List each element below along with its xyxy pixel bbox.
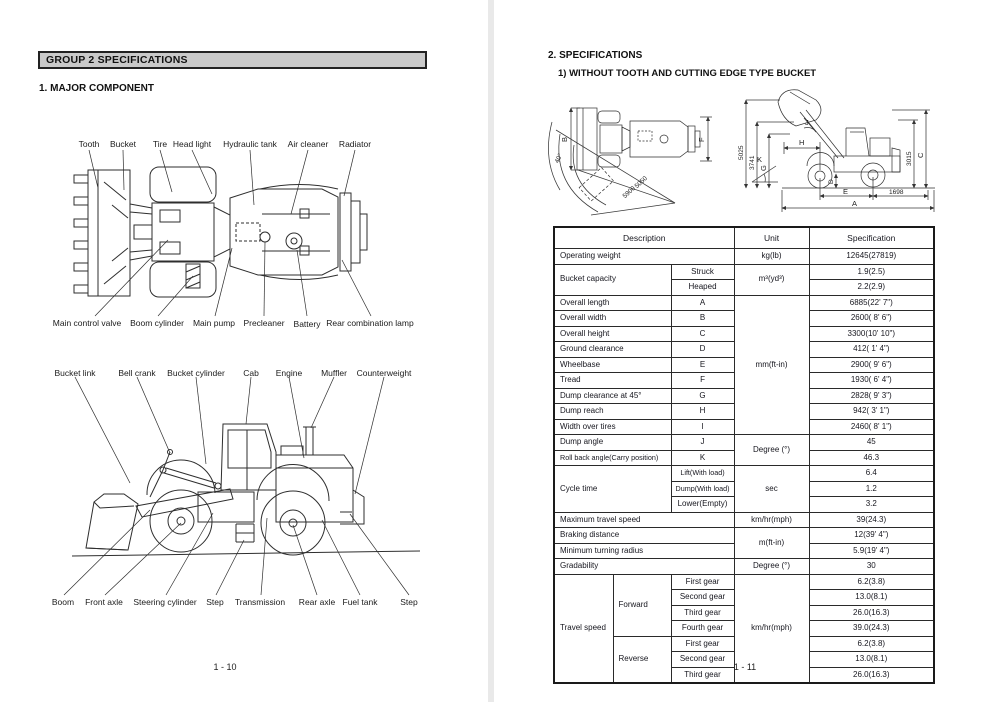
spec-table-cell: D xyxy=(671,342,734,358)
spec-table-cell: Dump angle xyxy=(554,435,671,451)
dim-label-k: K xyxy=(757,155,763,164)
spec-table-cell: 39.0(24.3) xyxy=(809,621,934,637)
dim-label-5900: 5900 xyxy=(621,185,637,201)
part-label-bucket: Bucket xyxy=(110,139,136,149)
spec-table-cell: 2600( 8' 6") xyxy=(809,311,934,327)
spec-table-cell: sec xyxy=(734,466,809,513)
spec-table-cell: Lift(With load) xyxy=(671,466,734,482)
spec-table-cell: Reverse xyxy=(613,636,671,683)
spec-table-cell: km/hr(mph) xyxy=(734,512,809,528)
spec-table-cell: J xyxy=(671,435,734,451)
dim-label-a: A xyxy=(852,199,858,208)
spec-table-cell: Braking distance xyxy=(554,528,734,544)
dim-label-5050: 5050 xyxy=(633,175,649,191)
page-number-left: 1 - 10 xyxy=(213,662,237,672)
spec-table-cell: Travel speed xyxy=(554,574,613,683)
spec-table-cell: 12645(27819) xyxy=(809,249,934,265)
part-label-hydraulic-tank: Hydraulic tank xyxy=(223,139,277,149)
spec-table-cell: 45 xyxy=(809,435,934,451)
spec-table-cell: kg(lb) xyxy=(734,249,809,265)
part-label-step-rear: Step xyxy=(400,597,418,607)
spec-table-cell: 412( 1' 4") xyxy=(809,342,934,358)
spec-table-cell: Cycle time xyxy=(554,466,671,513)
spec-table-cell: 2460( 8' 1") xyxy=(809,419,934,435)
spec-table-cell: Third gear xyxy=(671,667,734,683)
spec-table-cell: Bucket capacity xyxy=(554,264,671,295)
part-label-muffler: Muffler xyxy=(321,368,347,378)
spec-table-cell: Degree (°) xyxy=(734,559,809,575)
right-page xyxy=(494,0,985,702)
spec-table-cell: m³(yd³) xyxy=(734,264,809,295)
part-label-engine: Engine xyxy=(275,368,303,378)
spec-table-cell: 942( 3' 1") xyxy=(809,404,934,420)
spec-table-cell: mm(ft-in) xyxy=(734,295,809,435)
part-label-boom-cylinder: Boom cylinder xyxy=(130,318,184,328)
spec-table-cell: Maximum travel speed xyxy=(554,512,734,528)
spec-table-cell: First gear xyxy=(671,636,734,652)
top-view-drawing xyxy=(74,167,367,297)
spec-table-cell: Heaped xyxy=(671,280,734,296)
part-label-tooth: Tooth xyxy=(78,139,100,149)
spec-table-cell: 1.2 xyxy=(809,481,934,497)
dim-label-40deg: 40° xyxy=(553,152,565,165)
spec-table-cell: Minimum turning radius xyxy=(554,543,734,559)
spec-table-cell: 6.2(3.8) xyxy=(809,574,934,590)
part-label-head-light: Head light xyxy=(172,139,212,149)
part-label-counterweight: Counterweight xyxy=(356,368,412,378)
dim-label-b: B xyxy=(560,136,569,142)
spec-table-cell: Forward xyxy=(613,574,671,636)
spec-table-cell: 26.0(16.3) xyxy=(809,605,934,621)
spec-table-cell: Overall height xyxy=(554,326,671,342)
spec-table-cell: m(ft-in) xyxy=(734,528,809,559)
part-label-step-front: Step xyxy=(206,597,224,607)
spec-table-header-cell: Unit xyxy=(734,227,809,249)
spec-table-cell: C xyxy=(671,326,734,342)
spec-table-cell: 1930( 6' 4") xyxy=(809,373,934,389)
spec-table-cell: km/hr(mph) xyxy=(734,574,809,683)
spec-table-cell: H xyxy=(671,404,734,420)
spec-table-cell: First gear xyxy=(671,574,734,590)
spec-table-cell: 30 xyxy=(809,559,934,575)
spec-table-cell: F xyxy=(671,373,734,389)
spec-table-body xyxy=(554,227,934,683)
spec-table-cell: Lower(Empty) xyxy=(671,497,734,513)
spec-table-cell: 13.0(8.1) xyxy=(809,652,934,668)
spec-table-cell: A xyxy=(671,295,734,311)
dim-label-h: H xyxy=(799,138,805,147)
side-view-leader-lines xyxy=(64,377,409,595)
dim-label-d: D xyxy=(828,179,835,184)
spec-table-cell: Ground clearance xyxy=(554,342,671,358)
part-label-boom: Boom xyxy=(51,597,75,607)
spec-table-cell: Operating weight xyxy=(554,249,734,265)
spec-table-cell: 5.9(19' 4") xyxy=(809,543,934,559)
spec-table-cell: Second gear xyxy=(671,652,734,668)
major-component-title: 1. MAJOR COMPONENT xyxy=(39,83,155,94)
spec-table-cell: 2.2(2.9) xyxy=(809,280,934,296)
spec-table-cell: Width over tires xyxy=(554,419,671,435)
spec-table-cell: 13.0(8.1) xyxy=(809,590,934,606)
spec-table-cell: Second gear xyxy=(671,590,734,606)
spec-table-cell: B xyxy=(671,311,734,327)
dim-label-c: C xyxy=(916,152,925,158)
part-label-cab: Cab xyxy=(243,368,259,378)
part-label-bell-crank: Bell crank xyxy=(118,368,156,378)
spec-table-cell: 3.2 xyxy=(809,497,934,513)
part-label-radiator: Radiator xyxy=(338,139,372,149)
spec-table-cell: Degree (°) xyxy=(734,435,809,466)
part-label-bucket-cylinder: Bucket cylinder xyxy=(167,368,225,378)
spec-table-header-cell: Specification xyxy=(809,227,934,249)
spec-table-cell: 26.0(16.3) xyxy=(809,667,934,683)
spec-table-cell: E xyxy=(671,357,734,373)
part-label-tire: Tire xyxy=(152,139,168,149)
spec-table-cell: 12(39' 4") xyxy=(809,528,934,544)
spec-table-cell: Tread xyxy=(554,373,671,389)
part-label-main-control-valve: Main control valve xyxy=(52,318,122,328)
spec-table-cell: Third gear xyxy=(671,605,734,621)
spec-table-cell: Struck xyxy=(671,264,734,280)
spec-table-cell: G xyxy=(671,388,734,404)
spec-table-cell: Overall width xyxy=(554,311,671,327)
spec-table-cell: 3300(10' 10") xyxy=(809,326,934,342)
dim-label-f: F xyxy=(697,137,706,142)
part-label-air-cleaner: Air cleaner xyxy=(287,139,329,149)
part-label-steering-cylinder: Steering cylinder xyxy=(133,597,197,607)
part-label-transmission: Transmission xyxy=(234,597,286,607)
dim-label-1698: 1698 xyxy=(889,189,904,196)
spec-table xyxy=(553,226,935,684)
dim-label-3015: 3015 xyxy=(906,151,913,166)
part-label-rear-combination-lamp: Rear combination lamp xyxy=(326,318,414,328)
dim-label-3741: 3741 xyxy=(749,155,756,170)
dim-label-5025: 5025 xyxy=(738,145,745,160)
spec-table-cell: I xyxy=(671,419,734,435)
spec-table-cell: Wheelbase xyxy=(554,357,671,373)
part-label-main-pump: Main pump xyxy=(192,318,236,328)
dim-label-j: J xyxy=(805,118,809,127)
part-label-fuel-tank: Fuel tank xyxy=(342,597,378,607)
spec-table-cell: Fourth gear xyxy=(671,621,734,637)
specifications-title: 2. SPECIFICATIONS xyxy=(548,50,643,61)
spec-table-cell: 2900( 9' 6") xyxy=(809,357,934,373)
spec-table-cell: 6.4 xyxy=(809,466,934,482)
spec-table-cell: Gradability xyxy=(554,559,734,575)
group-header-text: GROUP 2 SPECIFICATIONS xyxy=(46,54,188,66)
part-label-bucket-link: Bucket link xyxy=(54,368,96,378)
spec-table-cell: 39(24.3) xyxy=(809,512,934,528)
part-label-front-axle: Front axle xyxy=(85,597,123,607)
part-label-precleaner: Precleaner xyxy=(243,318,285,328)
part-label-battery: Battery xyxy=(293,319,321,329)
spec-table-cell: K xyxy=(671,450,734,466)
spec-table-cell: Overall length xyxy=(554,295,671,311)
left-page xyxy=(0,0,488,702)
spec-table-cell: 6.2(3.8) xyxy=(809,636,934,652)
bucket-type-subtitle: 1) WITHOUT TOOTH AND CUTTING EDGE TYPE BUCKET xyxy=(558,68,817,79)
part-label-rear-axle: Rear axle xyxy=(298,597,336,607)
spec-table-cell: Dump reach xyxy=(554,404,671,420)
spec-table-cell: Roll back angle(Carry position) xyxy=(554,450,671,466)
spec-table-cell: Dump clearance at 45° xyxy=(554,388,671,404)
spec-table-cell: 6885(22' 7") xyxy=(809,295,934,311)
page-number-right: 1 - 11 xyxy=(733,662,757,672)
dim-label-g: G xyxy=(759,165,768,171)
spec-table-header-cell: Description xyxy=(554,227,734,249)
spec-table-cell: 2828( 9' 3") xyxy=(809,388,934,404)
dim-label-e: E xyxy=(843,187,849,196)
spec-table-cell: 46.3 xyxy=(809,450,934,466)
spec-table-cell: 1.9(2.5) xyxy=(809,264,934,280)
spec-table-cell: Dump(With load) xyxy=(671,481,734,497)
